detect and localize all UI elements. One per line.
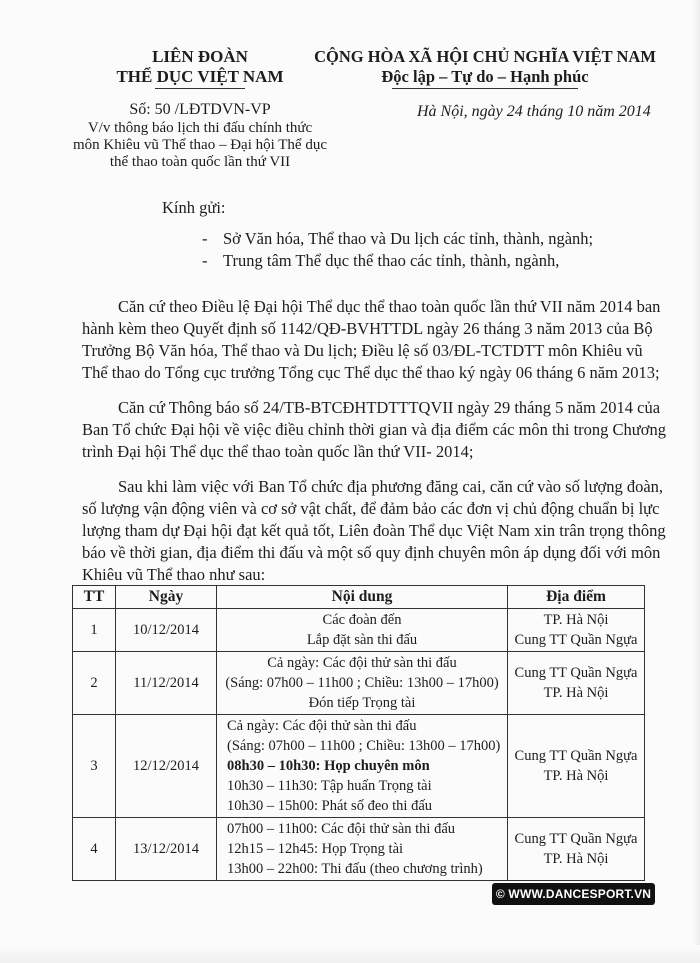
paragraph-3-line-2: số lượng vận động viên và cơ sở vật chất, để đảm bảo các đơn vị chủ động chuẩn bị lực xyxy=(82,499,660,518)
content-line: 10h30 – 15h00: Phát số đeo thi đấu xyxy=(227,798,433,814)
place-date: Hà Nội, ngày 24 tháng 10 năm 2014 xyxy=(417,103,651,120)
paragraph-1-line-1: Căn cứ theo Điều lệ Đại hội Thể dục thể thao toàn quốc lần thứ VII năm 2014 ban xyxy=(118,297,661,316)
country-name: CỘNG HÒA XÃ HỘI CHỦ NGHĨA VIỆT NAM xyxy=(314,47,656,66)
row-place xyxy=(508,818,645,881)
recipient-1: Sở Văn hóa, Thể thao và Du lịch các tỉnh, thành, ngành; xyxy=(223,229,594,248)
subject-line-1: V/v thông báo lịch thi đấu chính thức xyxy=(87,120,313,136)
place-line: Cung TT Quần Ngựa xyxy=(514,831,638,847)
content-line: 12h15 – 12h45: Họp Trọng tài xyxy=(227,841,404,857)
content-line: (Sáng: 07h00 – 11h00 ; Chiều: 13h00 – 17h00) xyxy=(227,738,501,754)
table-header-row xyxy=(73,586,645,609)
content-line: 08h30 – 10h30: Họp chuyên môn xyxy=(227,758,430,774)
schedule-table xyxy=(72,585,645,881)
org-underline xyxy=(155,88,245,89)
row-content xyxy=(217,818,508,881)
motto-underline xyxy=(392,88,578,89)
row-place xyxy=(508,652,645,715)
document-number: Số: 50 /LĐTDVN-VP xyxy=(129,101,271,118)
place-line: TP. Hà Nội xyxy=(543,851,609,867)
paragraph-2-line-1: Căn cứ Thông báo số 24/TB-BTCĐHTDTTTQVII ngày 29 tháng 5 năm 2014 của xyxy=(118,398,661,417)
table-row xyxy=(73,652,645,715)
content-line: 10h30 – 11h30: Tập huấn Trọng tài xyxy=(227,778,432,794)
row-content xyxy=(217,609,508,652)
content-line: 07h00 – 11h00: Các đội thử sàn thi đấu xyxy=(227,821,456,837)
header-place: Địa điểm xyxy=(508,586,645,609)
table-row xyxy=(73,609,645,652)
place-line: TP. Hà Nội xyxy=(543,685,609,701)
row-place xyxy=(508,609,645,652)
row-tt: 4 xyxy=(73,818,116,881)
recipient-dash-1: - xyxy=(202,229,208,248)
row-date: 11/12/2014 xyxy=(116,652,217,715)
row-tt: 3 xyxy=(73,715,116,818)
row-place xyxy=(508,715,645,818)
row-date: 10/12/2014 xyxy=(116,609,217,652)
content-line: Các đoàn đến xyxy=(322,612,402,628)
paragraph-3-line-5: Khiêu vũ Thể thao như sau: xyxy=(82,565,266,584)
row-tt: 2 xyxy=(73,652,116,715)
greeting: Kính gửi: xyxy=(162,198,226,217)
place-line: Cung TT Quần Ngựa xyxy=(514,748,638,764)
row-content xyxy=(217,652,508,715)
org-name-line1: LIÊN ĐOÀN xyxy=(152,47,248,66)
place-line: Cung TT Quần Ngựa xyxy=(514,665,638,681)
recipient-dash-2: - xyxy=(202,251,208,270)
paragraph-1-line-2: hành kèm theo Quyết định số 1142/QĐ-BVHTTDL ngày 26 tháng 3 năm 2013 của Bộ xyxy=(82,319,653,338)
content-line: (Sáng: 07h00 – 11h00 ; Chiều: 13h00 – 17h00) xyxy=(225,675,499,691)
paragraph-1-line-4: Thể thao do Tổng cục trưởng Tổng cục Thể dục thể thao ký ngày 06 tháng 6 năm 2013; xyxy=(82,363,660,382)
org-name-line2: THỂ DỤC VIỆT NAM xyxy=(116,67,284,86)
place-line: TP. Hà Nội xyxy=(543,612,609,628)
content-line: Cả ngày: Các đội thử sàn thi đấu xyxy=(267,655,457,671)
paragraph-3-line-1: Sau khi làm việc với Ban Tổ chức địa phương đăng cai, căn cứ vào số lượng đoàn, xyxy=(118,477,664,496)
subject-line-3: thể thao toàn quốc lần thứ VII xyxy=(109,154,291,170)
paragraph-3-line-3: lượng tham dự Đại hội đạt kết quả tốt, Liên đoàn Thể dục Việt Nam xin trân trọng thông xyxy=(82,521,666,540)
paragraph-3-line-4: báo về thời gian, địa điểm thi đấu và một số quy định chuyên môn áp dụng đối với môn xyxy=(82,543,661,562)
scan-bottom-shadow xyxy=(0,945,700,963)
watermark-badge: © WWW.DANCESPORT.VN xyxy=(492,883,655,905)
subject-line-2: môn Khiêu vũ Thể thao – Đại hội Thể dục xyxy=(73,137,327,153)
paragraph-2-line-3: trình Đại hội Thể dục thể thao toàn quốc lần thứ VII- 2014; xyxy=(82,442,474,461)
place-line: Cung TT Quần Ngựa xyxy=(514,632,638,648)
row-date: 12/12/2014 xyxy=(116,715,217,818)
table-row xyxy=(73,818,645,881)
content-line: Lắp đặt sàn thi đấu xyxy=(306,632,418,648)
scan-edge-shadow xyxy=(692,0,700,963)
row-content xyxy=(217,715,508,818)
content-line: 13h00 – 22h00: Thi đấu (theo chương trình) xyxy=(227,861,483,877)
row-date: 13/12/2014 xyxy=(116,818,217,881)
content-line: Cả ngày: Các đội thử sàn thi đấu xyxy=(227,718,417,734)
recipient-2: Trung tâm Thể dục thể thao các tỉnh, thành, ngành, xyxy=(223,251,560,270)
paragraph-2-line-2: Ban Tổ chức Đại hội về việc điều chỉnh thời gian và địa điểm các môn thi trong Chương xyxy=(82,420,666,439)
national-motto: Độc lập – Tự do – Hạnh phúc xyxy=(381,67,589,86)
header-content: Nội dung xyxy=(217,586,508,609)
paragraph-1-line-3: Trưởng Bộ Văn hóa, Thể thao và Du lịch; Điều lệ số 03/ĐL-TCTDTT môn Khiêu vũ xyxy=(82,341,643,360)
header-tt: TT xyxy=(73,586,116,609)
table-row xyxy=(73,715,645,818)
row-tt: 1 xyxy=(73,609,116,652)
content-line: Đón tiếp Trọng tài xyxy=(308,695,416,711)
place-line: TP. Hà Nội xyxy=(543,768,609,784)
header-date: Ngày xyxy=(116,586,217,609)
